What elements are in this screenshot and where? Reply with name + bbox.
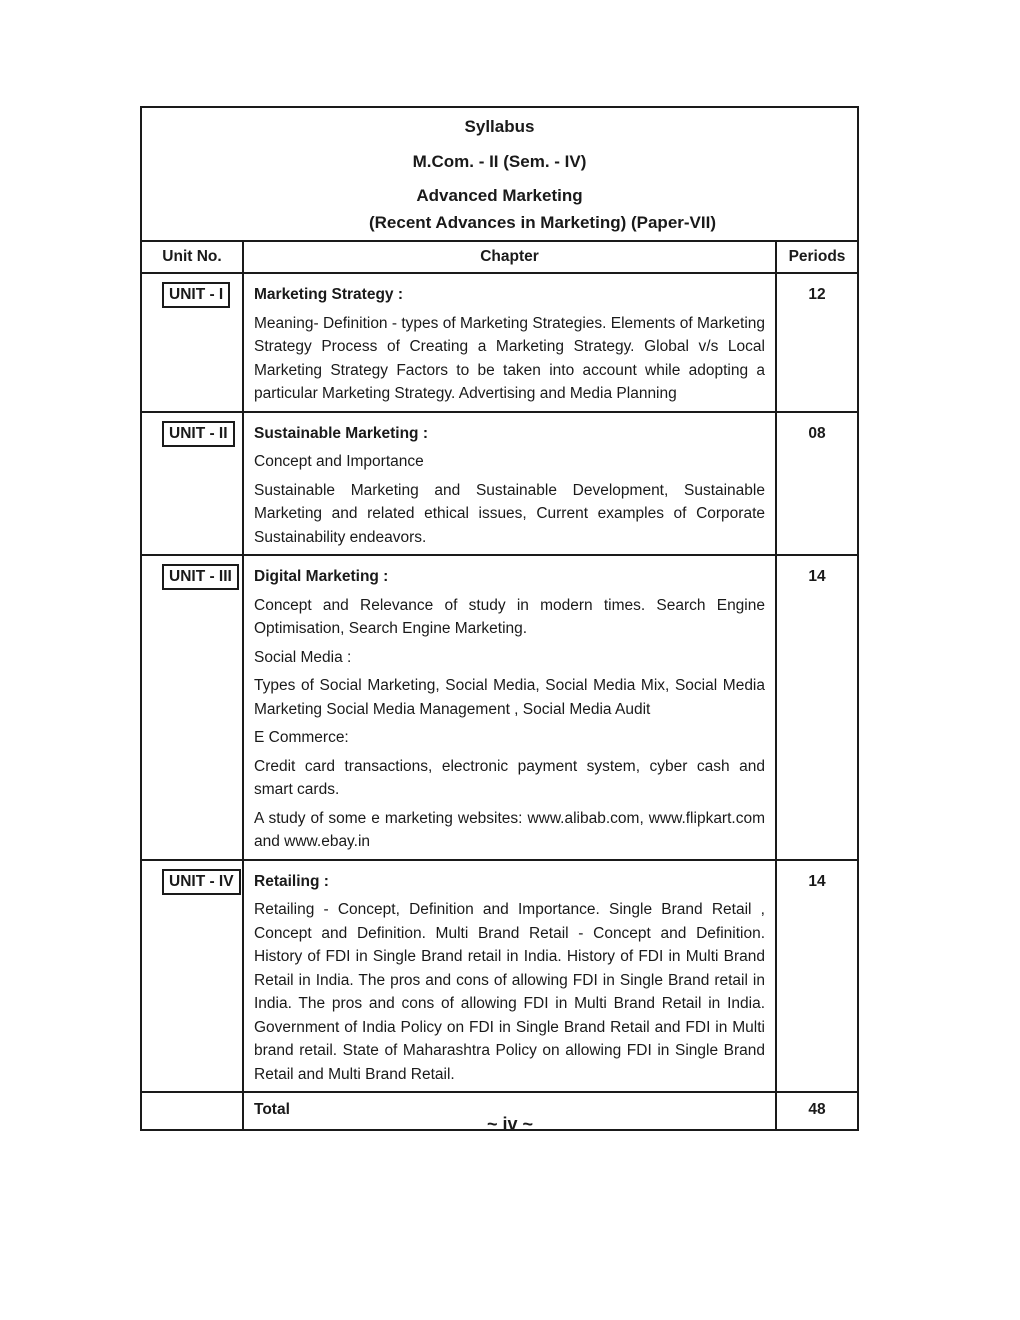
col-chapter-header: Chapter bbox=[243, 241, 776, 273]
chapter-paragraph: Social Media : bbox=[254, 648, 352, 666]
unit-periods: 14 bbox=[808, 872, 826, 890]
unit-label: UNIT - III bbox=[162, 564, 239, 590]
syllabus-sheet bbox=[140, 106, 859, 1131]
chapter-title: Digital Marketing : bbox=[254, 568, 389, 585]
header-subject: Advanced Marketing bbox=[416, 186, 583, 205]
table-row bbox=[142, 273, 857, 412]
periods-cell bbox=[776, 555, 857, 860]
chapter-title: Sustainable Marketing : bbox=[254, 424, 428, 442]
chapter-content bbox=[244, 861, 775, 1087]
chapter-paragraph: E Commerce: bbox=[254, 729, 349, 746]
table-row bbox=[142, 555, 857, 860]
table-row bbox=[142, 860, 857, 1093]
unit-label: UNIT - I bbox=[162, 282, 230, 308]
table-row bbox=[142, 412, 857, 556]
chapter-paragraph: Meaning- Definition - types of Marketing Strategies. Elements of Marketing Strategy Process of Creating a Marketing Strategy. Global v/s Local Marketing Strategy Factors to be taken into account while adopting a particular Marketing Strategy. Advertising and Media Planning bbox=[254, 314, 765, 402]
chapter-content bbox=[244, 556, 775, 854]
unit-label: UNIT - IV bbox=[162, 869, 241, 895]
chapter-paragraph: Sustainable Marketing and Sustainable Development, Sustainable Marketing and related ethical issues, Current examples of Corporate Sustainability endeavors. bbox=[254, 481, 765, 546]
chapter-paragraph: Credit card transactions, electronic payment system, cyber cash and smart cards. bbox=[254, 757, 765, 798]
unit-periods: 14 bbox=[808, 568, 826, 585]
header-course: M.Com. - II (Sem. - IV) bbox=[412, 152, 587, 171]
header-paper: (Recent Advances in Marketing) (Paper-VII) bbox=[368, 213, 716, 232]
chapter-paragraph: Concept and Importance bbox=[254, 453, 424, 470]
chapter-paragraph: Retailing - Concept, Definition and Importance. Single Brand Retail , Concept and Definition. Multi Brand Retail - Concept and Definition. History of FDI in Single Brand retail in India. History of FDI in Multi Brand Retail in India. The pros and cons of allowing FDI in Single Brand retail in India. The pros and cons of allowing FDI in Multi Brand Retail in India. Government of India Policy on FDI in Single Brand Retail and FDI in Multi brand retail. State of Maharashtra Policy on allowing FDI in Single Brand Retail and Multi Brand Retail. bbox=[254, 901, 765, 1083]
page-number: ~ iv ~ bbox=[486, 1114, 534, 1134]
table-header-row bbox=[142, 241, 857, 273]
chapter-cell bbox=[243, 412, 776, 556]
unit-label: UNIT - II bbox=[162, 421, 235, 447]
syllabus-table bbox=[142, 240, 857, 1129]
chapter-title: Retailing : bbox=[254, 872, 329, 890]
col-periods-header: Periods bbox=[776, 241, 857, 273]
chapter-content bbox=[244, 274, 775, 406]
chapter-content bbox=[244, 413, 775, 550]
periods-cell bbox=[776, 860, 857, 1093]
syllabus-header bbox=[142, 108, 857, 240]
chapter-paragraph: Types of Social Marketing, Social Media, Social Media Mix, Social Media Marketing Social Media Management , Social Media Audit bbox=[254, 677, 765, 718]
unit-periods: 12 bbox=[808, 286, 826, 303]
unit-cell bbox=[142, 555, 243, 860]
total-label: Total bbox=[254, 1101, 290, 1118]
chapter-paragraph: A study of some e marketing websites: www.alibab.com, www.flipkart.com and www.ebay.in bbox=[254, 809, 765, 850]
chapter-title: Marketing Strategy : bbox=[254, 286, 404, 303]
unit-cell bbox=[142, 273, 243, 412]
unit-rows bbox=[142, 273, 857, 1092]
chapter-paragraph: Concept and Relevance of study in modern times. Search Engine Optimisation, Search Engine Marketing. bbox=[254, 596, 765, 637]
col-unit-header: Unit No. bbox=[142, 241, 243, 273]
periods-cell bbox=[776, 412, 857, 556]
unit-cell bbox=[142, 860, 243, 1093]
chapter-cell bbox=[243, 555, 776, 860]
total-periods: 48 bbox=[808, 1101, 826, 1118]
chapter-cell bbox=[243, 273, 776, 412]
header-syllabus: Syllabus bbox=[464, 117, 535, 136]
unit-cell bbox=[142, 412, 243, 556]
unit-periods: 08 bbox=[808, 424, 826, 442]
chapter-cell bbox=[243, 860, 776, 1093]
periods-cell bbox=[776, 273, 857, 412]
